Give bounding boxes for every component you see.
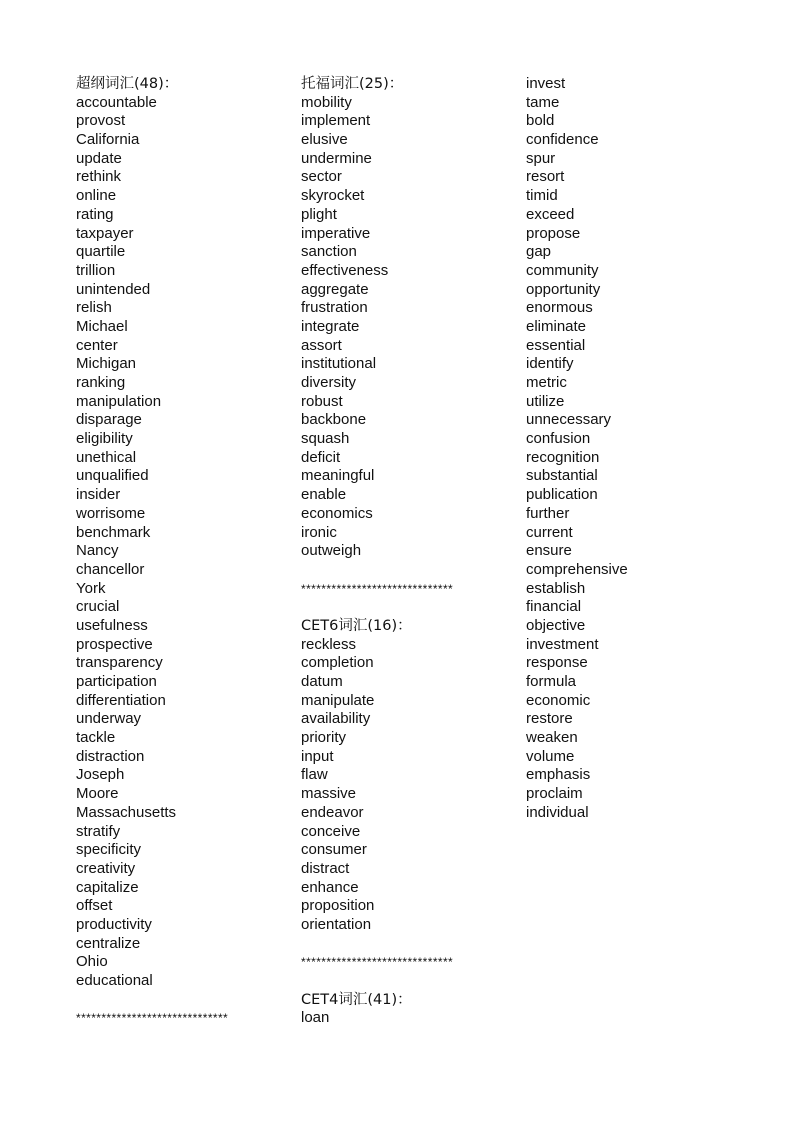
word-item: datum xyxy=(301,673,343,690)
word-item: center xyxy=(76,336,118,354)
word-item: tame xyxy=(526,93,560,111)
word-item: response xyxy=(526,654,588,672)
word-item: publication xyxy=(526,486,598,504)
word-item: completion xyxy=(301,654,374,672)
word-item: metric xyxy=(526,374,567,391)
word-item: community xyxy=(526,261,599,279)
word-item: establish xyxy=(526,579,586,597)
word-item: massive xyxy=(301,785,357,803)
word-item: capitalize xyxy=(76,878,139,896)
word-item: rating xyxy=(76,205,114,223)
word-item: York xyxy=(76,579,106,597)
word-item: California xyxy=(76,131,140,149)
word-item: update xyxy=(76,149,122,167)
column-3 xyxy=(526,75,741,823)
word-item: educational xyxy=(76,972,153,989)
word-item: plight xyxy=(301,205,337,223)
word-item: Massachusetts xyxy=(76,803,177,821)
spacer xyxy=(76,991,291,1010)
separator: ****************************** xyxy=(301,581,454,596)
word-item: ranking xyxy=(76,374,126,391)
word-item: meaningful xyxy=(301,467,375,485)
word-item: bold xyxy=(526,112,555,130)
word-item: current xyxy=(526,523,573,541)
word-item: backbone xyxy=(301,411,367,429)
word-item: transparency xyxy=(76,654,163,672)
word-item: Ohio xyxy=(76,953,108,971)
word-item: differentiation xyxy=(76,691,166,709)
word-item: identify xyxy=(526,355,574,373)
word-item: opportunity xyxy=(526,280,601,298)
separator: ****************************** xyxy=(76,1011,229,1026)
word-item: disparage xyxy=(76,411,142,429)
word-item: elusive xyxy=(301,131,348,149)
word-item: gap xyxy=(526,243,552,261)
heading-cet6: CET6词汇(16)： xyxy=(301,617,412,634)
word-item: financial xyxy=(526,598,582,616)
word-item: emphasis xyxy=(526,766,591,784)
word-item: substantial xyxy=(526,467,598,485)
word-item: insider xyxy=(76,486,121,504)
word-item: productivity xyxy=(76,915,152,933)
word-item: timid xyxy=(526,187,558,205)
word-item: investment xyxy=(526,635,599,653)
word-item: outweigh xyxy=(301,542,362,560)
word-item: participation xyxy=(76,673,157,690)
word-item: confusion xyxy=(526,430,591,448)
word-item: individual xyxy=(526,803,589,821)
word-item: sanction xyxy=(301,243,357,261)
column-1 xyxy=(76,75,291,1028)
word-item: confidence xyxy=(526,131,599,149)
word-item: online xyxy=(76,187,117,205)
word-item: assort xyxy=(301,336,342,354)
word-item: tackle xyxy=(76,729,116,747)
word-item: enhance xyxy=(301,878,359,896)
word-item: chancellor xyxy=(76,560,145,578)
word-item: unethical xyxy=(76,448,137,466)
word-item: underway xyxy=(76,710,142,728)
spacer xyxy=(301,561,516,580)
word-list-cet4 xyxy=(301,1009,516,1028)
word-item: priority xyxy=(301,729,347,747)
word-item: implement xyxy=(301,112,371,130)
word-item: proposition xyxy=(301,897,375,915)
spacer xyxy=(301,935,516,954)
word-item: taxpayer xyxy=(76,224,134,242)
separator: ****************************** xyxy=(301,955,454,970)
word-item: relish xyxy=(76,299,112,317)
word-item: restore xyxy=(526,710,573,728)
column-2 xyxy=(301,75,516,1028)
word-item: trillion xyxy=(76,261,116,279)
word-item: manipulate xyxy=(301,691,375,709)
word-item: invest xyxy=(526,75,566,92)
word-item: rethink xyxy=(76,168,122,186)
word-item: weaken xyxy=(526,729,578,747)
word-item: spur xyxy=(526,149,556,167)
word-item: provost xyxy=(76,112,126,130)
word-item: objective xyxy=(526,616,586,634)
word-item: endeavor xyxy=(301,803,364,821)
word-item: propose xyxy=(526,224,581,242)
word-item: ironic xyxy=(301,523,337,541)
word-item: imperative xyxy=(301,224,371,242)
word-item: further xyxy=(526,504,570,522)
word-item: worrisome xyxy=(76,504,146,522)
word-item: distraction xyxy=(76,747,145,765)
word-item: economic xyxy=(526,691,591,709)
word-item: comprehensive xyxy=(526,560,628,578)
word-item: loan xyxy=(301,1009,330,1027)
word-item: accountable xyxy=(76,93,157,111)
word-item: reckless xyxy=(301,635,357,653)
word-item: Michael xyxy=(76,317,128,335)
heading-out-of-syllabus: 超纲词汇(48)： xyxy=(76,76,179,92)
word-item: quartile xyxy=(76,243,126,261)
word-item: prospective xyxy=(76,635,153,653)
word-item: utilize xyxy=(526,392,565,410)
word-item: deficit xyxy=(301,448,341,466)
word-item: mobility xyxy=(301,93,352,111)
word-item: stratify xyxy=(76,822,121,840)
word-item: economics xyxy=(301,504,373,522)
word-item: specificity xyxy=(76,841,142,859)
word-item: exceed xyxy=(526,205,575,223)
word-item: consumer xyxy=(301,841,367,859)
word-item: manipulation xyxy=(76,392,162,410)
word-item: enormous xyxy=(526,299,593,317)
word-item: essential xyxy=(526,336,586,354)
heading-toefl: 托福词汇(25)： xyxy=(301,76,404,92)
word-item: creativity xyxy=(76,859,136,877)
word-item: enable xyxy=(301,486,347,504)
word-item: undermine xyxy=(301,149,372,167)
word-item: offset xyxy=(76,897,113,915)
word-item: proclaim xyxy=(526,785,583,803)
word-item: benchmark xyxy=(76,523,151,541)
word-list-cet6 xyxy=(301,636,516,935)
word-item: recognition xyxy=(526,448,600,466)
word-item: availability xyxy=(301,710,371,728)
word-item: orientation xyxy=(301,915,372,933)
word-item: input xyxy=(301,747,334,765)
word-item: effectiveness xyxy=(301,261,389,279)
word-item: resort xyxy=(526,168,565,186)
word-item: volume xyxy=(526,747,575,765)
word-item: unnecessary xyxy=(526,411,612,429)
word-item: usefulness xyxy=(76,616,148,634)
word-item: conceive xyxy=(301,822,361,840)
word-item: diversity xyxy=(301,374,357,391)
word-item: formula xyxy=(526,673,577,690)
word-item: unqualified xyxy=(76,467,149,485)
word-item: institutional xyxy=(301,355,377,373)
word-item: squash xyxy=(301,430,350,448)
word-item: eligibility xyxy=(76,430,133,448)
word-item: ensure xyxy=(526,542,572,560)
heading-cet4: CET4词汇(41)： xyxy=(301,991,412,1008)
word-item: eliminate xyxy=(526,317,587,335)
word-item: robust xyxy=(301,392,343,410)
word-item: Moore xyxy=(76,785,119,803)
word-item: frustration xyxy=(301,299,368,317)
word-item: integrate xyxy=(301,317,360,335)
word-item: Michigan xyxy=(76,355,137,373)
word-list-toefl xyxy=(301,94,516,561)
word-item: flaw xyxy=(301,766,328,784)
word-list-cet4-continued xyxy=(526,75,741,823)
word-item: distract xyxy=(301,859,350,877)
word-item: unintended xyxy=(76,280,151,298)
word-item: sector xyxy=(301,168,342,186)
word-item: Joseph xyxy=(76,766,125,784)
word-item: crucial xyxy=(76,598,120,616)
spacer xyxy=(301,598,516,617)
word-list-out-of-syllabus xyxy=(76,94,291,991)
word-item: Nancy xyxy=(76,542,119,560)
word-item: skyrocket xyxy=(301,187,365,205)
word-item: centralize xyxy=(76,934,141,952)
word-item: aggregate xyxy=(301,280,369,298)
spacer xyxy=(301,972,516,991)
